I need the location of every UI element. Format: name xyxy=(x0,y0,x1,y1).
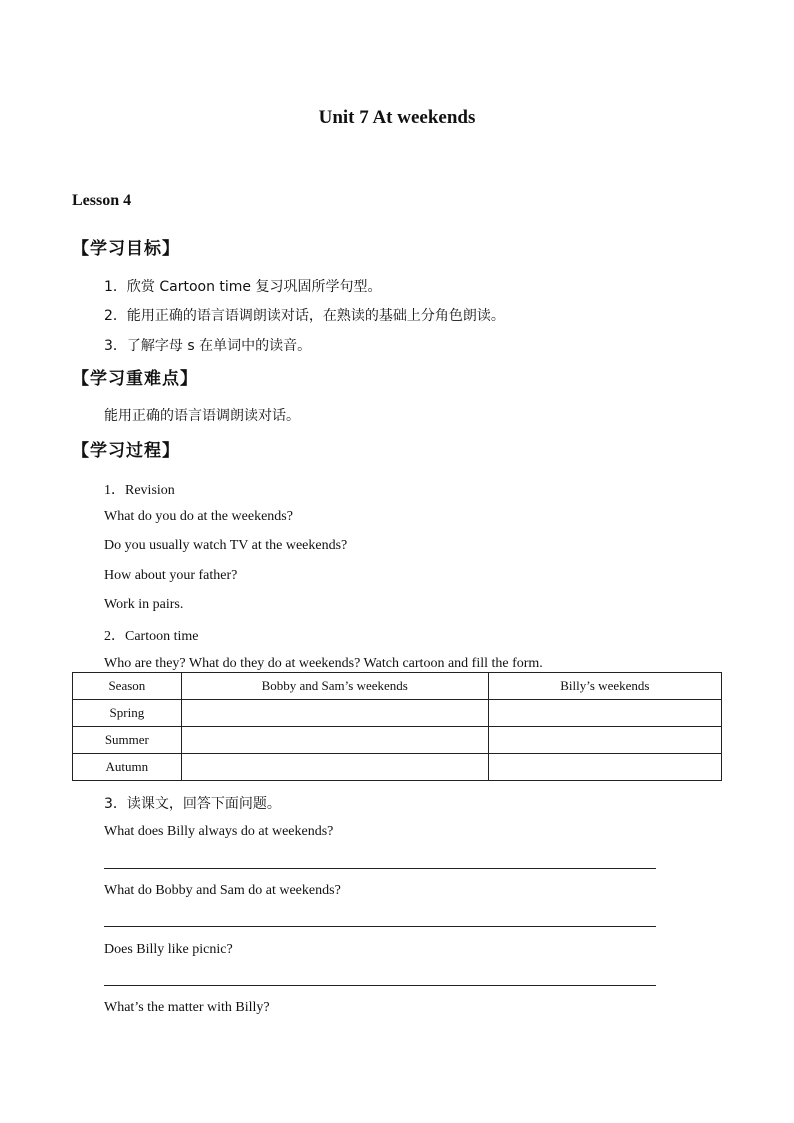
answer-cell[interactable] xyxy=(181,727,488,754)
answer-line-3[interactable] xyxy=(104,985,656,986)
answer-line-2[interactable] xyxy=(104,926,656,927)
season-cell: Spring xyxy=(73,700,182,727)
reading-label: 3．读课文，回答下面问题。 xyxy=(104,796,281,812)
table-header-season: Season xyxy=(73,673,182,700)
table-row xyxy=(73,754,722,781)
table-header-bobby-sam: Bobby and Sam’s weekends xyxy=(181,673,488,700)
answer-cell[interactable] xyxy=(488,700,721,727)
table-row xyxy=(73,727,722,754)
revision-line-2: Do you usually watch TV at the weekends? xyxy=(104,538,348,553)
season-cell: Summer xyxy=(73,727,182,754)
table-row xyxy=(73,700,722,727)
table-header-row xyxy=(73,673,722,700)
question-3: Does Billy like picnic? xyxy=(104,942,233,957)
question-4: What’s the matter with Billy? xyxy=(104,1000,270,1015)
answer-cell[interactable] xyxy=(181,700,488,727)
goals-heading: 【学习目标】 xyxy=(72,239,180,259)
season-cell: Autumn xyxy=(73,754,182,781)
answer-cell[interactable] xyxy=(181,754,488,781)
answer-cell[interactable] xyxy=(488,727,721,754)
page-title: Unit 7 At weekends xyxy=(318,107,476,128)
answer-line-1[interactable] xyxy=(104,868,656,869)
question-1: What does Billy always do at weekends? xyxy=(104,824,334,839)
goal-item-3: 3．了解字母 s 在单词中的读音。 xyxy=(104,338,312,354)
cartoon-label: 2．Cartoon time xyxy=(104,629,199,644)
key-points-heading: 【学习重难点】 xyxy=(72,369,198,389)
cartoon-instruction: Who are they? What do they do at weekends? Watch cartoon and fill the form. xyxy=(104,656,543,671)
weekends-form-table xyxy=(72,672,722,781)
answer-cell[interactable] xyxy=(488,754,721,781)
lesson-label: Lesson 4 xyxy=(72,192,132,209)
table-header-billy: Billy’s weekends xyxy=(488,673,721,700)
goal-item-2: 2．能用正确的语言语调朗读对话，在熟读的基础上分角色朗读。 xyxy=(104,308,505,324)
key-points-text: 能用正确的语言语调朗读对话。 xyxy=(104,408,300,424)
process-heading: 【学习过程】 xyxy=(72,441,180,461)
revision-label: 1．Revision xyxy=(104,483,175,498)
revision-line-4: Work in pairs. xyxy=(104,597,184,612)
goal-item-1: 1．欣赏 Cartoon time 复习巩固所学句型。 xyxy=(104,279,382,295)
revision-line-1: What do you do at the weekends? xyxy=(104,509,293,524)
question-2: What do Bobby and Sam do at weekends? xyxy=(104,883,341,898)
revision-line-3: How about your father? xyxy=(104,568,238,583)
